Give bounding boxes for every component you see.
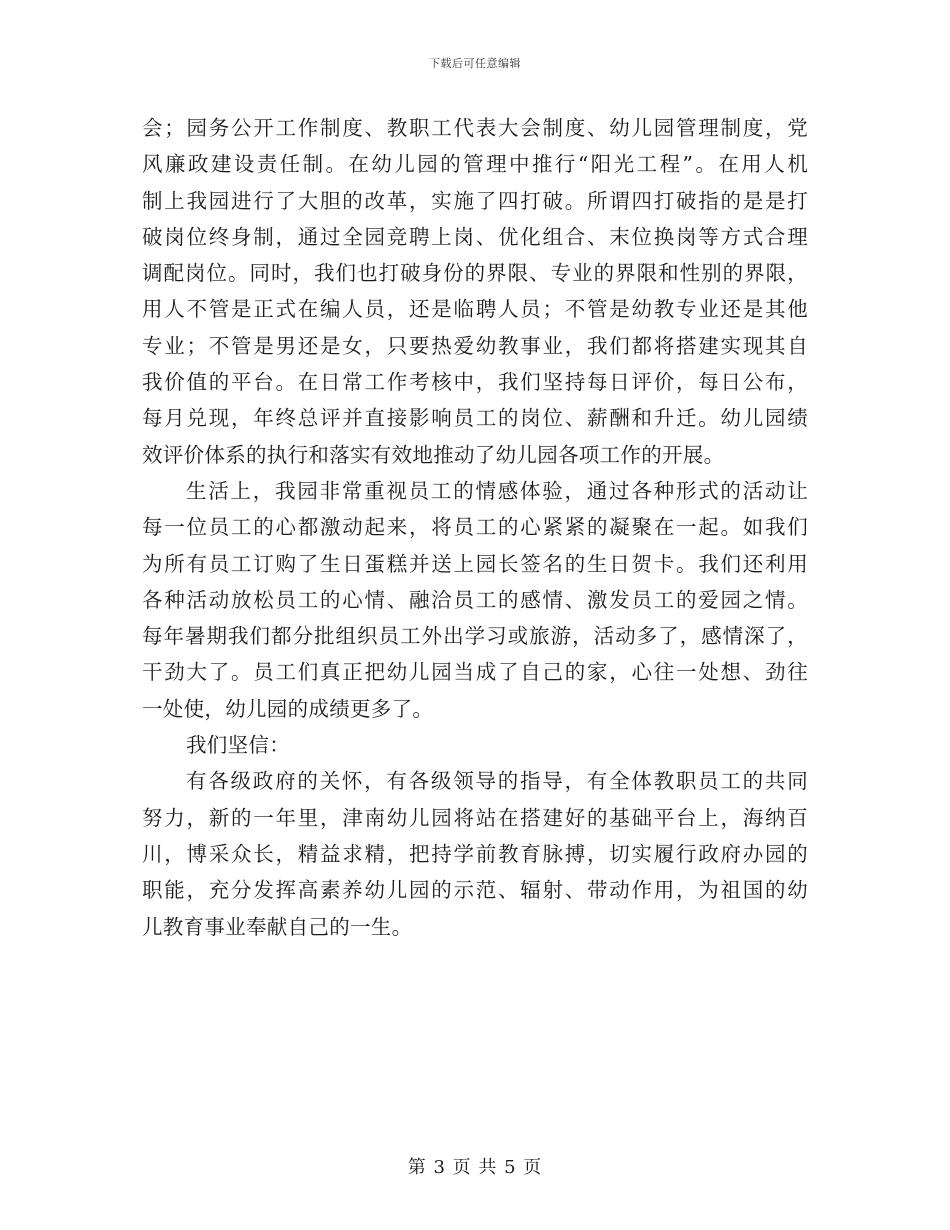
text-line: 职能，充分发挥高素养幼儿园的示范、辐射、带动作用，为祖国的幼 (142, 878, 808, 903)
text-line: 用人不管是正式在编人员，还是临聘人员；不管是幼教专业还是其他 (142, 297, 808, 322)
text-line: 效评价体系的执行和落实有效地推动了幼儿园各项工作的开展。 (142, 442, 725, 467)
document-body (142, 110, 808, 945)
text-line: 我价值的平台。在日常工作考核中，我们坚持每日评价，每日公布， (142, 370, 808, 395)
text-line: 一处使，幼儿园的成绩更多了。 (142, 696, 434, 721)
text-line: 风廉政建设责任制。在幼儿园的管理中推行“阳光工程”。在用人机 (142, 152, 808, 177)
text-line: 努力，新的一年里，津南幼儿园将站在搭建好的基础平台上，海纳百 (142, 805, 808, 830)
text-line: 川，博采众长，精益求精，把持学前教育脉搏，切实履行政府办园的 (142, 841, 808, 866)
page-header: 下载后可任意编辑 (429, 57, 521, 70)
paragraph-life (142, 473, 808, 727)
text-line: 干劲大了。员工们真正把幼儿园当成了自己的家，心往一处想、劲往 (142, 660, 808, 685)
text-line: 儿教育事业奉献自己的一生。 (142, 914, 413, 939)
text-line: 我们坚信： (186, 733, 290, 758)
text-line: 每一位员工的心都激动起来，将员工的心紧紧的凝聚在一起。如我们 (142, 515, 808, 540)
paragraph-management (142, 110, 808, 473)
text-line: 破岗位终身制，通过全园竞聘上岗、优化组合、末位换岗等方式合理 (142, 224, 808, 249)
text-line: 生活上，我园非常重视员工的情感体验，通过各种形式的活动让 (186, 478, 808, 503)
text-line: 为所有员工订购了生日蛋糕并送上园长签名的生日贺卡。我们还利用 (142, 551, 808, 576)
text-line: 制上我园进行了大胆的改革，实施了四打破。所谓四打破指的是是打 (142, 188, 808, 213)
text-line: 调配岗位。同时，我们也打破身份的界限、专业的界限和性别的界限， (142, 261, 808, 286)
paragraph-belief (142, 727, 808, 763)
text-line: 有各级政府的关怀，有各级领导的指导，有全体教职员工的共同 (186, 769, 808, 794)
text-line: 各种活动放松员工的心情、融洽员工的感情、激发员工的爱园之情。 (142, 587, 808, 612)
paragraph-conclusion (142, 763, 808, 944)
text-line: 会；园务公开工作制度、教职工代表大会制度、幼儿园管理制度，党 (142, 116, 808, 140)
text-line: 每年暑期我们都分批组织员工外出学习或旅游，活动多了，感情深了， (142, 624, 808, 649)
text-line: 专业；不管是男还是女，只要热爱幼教事业，我们都将搭建实现其自 (142, 333, 808, 358)
page-number: 第 3 页 共 5 页 (407, 1157, 543, 1178)
text-line: 每月兑现，年终总评并直接影响员工的岗位、薪酬和升迁。幼儿园绩 (142, 406, 808, 431)
